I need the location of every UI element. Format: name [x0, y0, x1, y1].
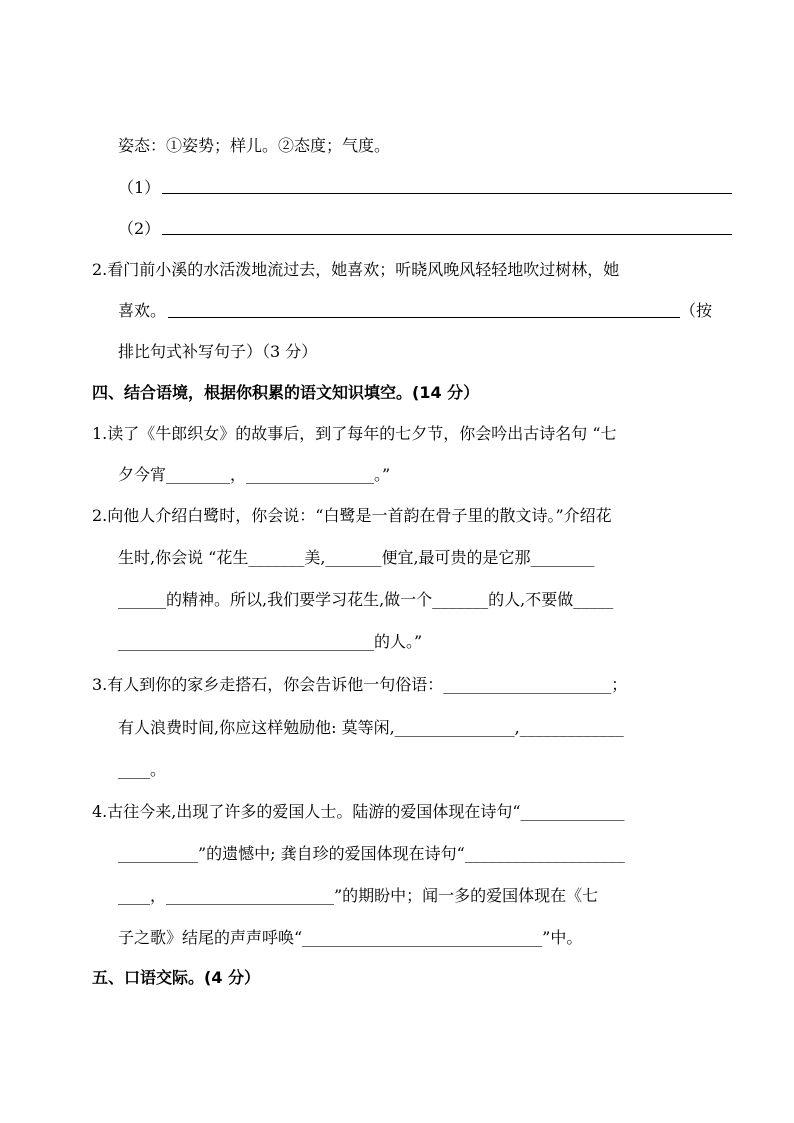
question-4-3-line-1: 3.有人到你的家乡走搭石，你会告诉他一句俗语：_____________________；	[92, 675, 628, 694]
question-4-3-line-3: ____。	[118, 760, 167, 779]
section-4-heading: 四、结合语境，根据你积累的语文知识填空。(14 分）	[92, 383, 480, 402]
question-2-line-2: 喜欢。	[118, 301, 167, 320]
answer-blank-2[interactable]	[162, 234, 732, 235]
question-2-note: （按	[680, 301, 713, 320]
question-4-2-line-4: ________________________________的人。”	[118, 632, 423, 651]
section-5-heading: 五、口语交际。(4 分）	[92, 968, 261, 987]
question-4-4-line-4: 子之歌》结尾的声声呼唤“______________________________”中。	[118, 928, 583, 947]
answer-label-1: （1）	[118, 178, 161, 197]
question-4-1-line-1: 1.读了《牛郎织女》的故事后，到了每年的七夕节，你会吟出古诗名句 “七	[92, 424, 617, 443]
question-4-4-line-1: 4.古往今来,出现了许多的爱国人士。陆游的爱国体现在诗句“_____________	[92, 802, 625, 821]
question-4-3-line-2: 有人浪费时间,你应这样勉励他: 莫等闲,_______________,_____________	[118, 718, 624, 737]
question-4-2-line-1: 2.向他人介绍白鹭时，你会说：“白鹭是一首韵在骨子里的散文诗。”介绍花	[92, 506, 612, 525]
question-2-line-3: 排比句式补写句子）（3 分）	[118, 342, 318, 361]
answer-blank-3[interactable]	[168, 317, 680, 318]
definition-line: 姿态：①姿势；样儿。②态度；气度。	[118, 136, 391, 155]
question-4-4-line-3: ____，_____________________”的期盼中；闻一多的爱国体现在《七	[118, 886, 599, 905]
question-4-2-line-2: 生时,你会说 “花生_______美,_______便宜,最可贵的是它那________	[118, 548, 595, 567]
question-4-4-line-2: __________”的遗憾中; 龚自珍的爱国体现在诗句“____________________	[118, 844, 625, 863]
question-4-1-line-2: 夕今宵________，________________。”	[118, 465, 391, 484]
question-2-line-1: 2.看门前小溪的水活泼地流过去，她喜欢；听晓风晚风轻轻地吹过树林，她	[92, 260, 620, 279]
answer-blank-1[interactable]	[162, 193, 732, 194]
answer-label-2: （2）	[118, 219, 161, 238]
question-4-2-line-3: ______的精神。所以,我们要学习花生,做一个_______的人,不要做_____	[118, 590, 614, 609]
